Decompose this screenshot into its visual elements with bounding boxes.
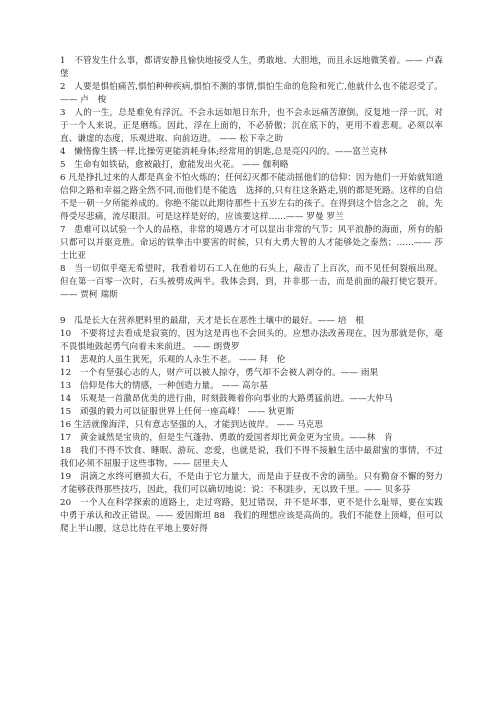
quote-9: 9 瓜是长大在营养肥料里的最甜，天才是长在恶性土壤中的最好。—— 培 根	[60, 316, 364, 326]
quote-6: 6 凡是挣扎过来的人都是真金不怕火炼的；任何幻灭都不能动摇他们的信仰：因为他们一开始就知道信仰之路和幸福之路全然不同,而他们是不能选 选择的,只有往这条路走,别的都是死路。这样的自信不是一朝一夕所能养成的。你绝不能以此期待那些十五岁左右的孩子。在得到这个信念之之 前，先得受尽悲痛，流尽眼泪。可是这样是好的，应该要这样……—— 罗曼 罗兰	[60, 173, 443, 222]
quote-11: 11 悲观的人虽生犹死，乐观的人永生不老。 —— 拜 伦	[60, 355, 286, 365]
quote-4: 4 懒惰像生锈一样,比操劳更能消耗身体;经常用的钥匙,总是亮闪闪的。——富兰克林	[60, 147, 388, 157]
quote-12: 12 一个有坚强心志的人，财产可以被人掠夺，勇气却不会被人剥夺的。—— 雨果	[60, 368, 379, 378]
quote-15: 15 顽强的毅力可以征服世界上任何一座高峰！ —— 狄更斯	[60, 407, 295, 417]
quote-10: 10 不要将过去看成是寂寞的，因为这是再也不会回头的。应想办法改善现在，因为那就是你，毫不畏惧地鼓起勇气向着未来前进。 —— 朗费罗	[60, 329, 443, 352]
quote-16: 16 生活就像海洋，只有意志坚强的人，才能到达彼岸。 —— 马克思	[60, 420, 324, 430]
quote-1: 1 不管发生什么事，都请安静且愉快地接受人生，勇敢地、大胆地，而且永远地微笑着。—— 卢森堡	[60, 56, 443, 79]
quote-8: 8 当一切似乎毫无希望时，我看着切石工人在他的石头上，敲击了上百次，而不见任何裂痕出现。但在第一百零一次时，石头被劈成两半。我体会到，到，并非那一击，而是前面的敲打使它裂开。 —— 贾柯 瑞斯	[60, 264, 443, 300]
quote-14: 14 乐观是一首激昂优美的进行曲，时刻鼓舞着你向事业的大路勇猛前进。——大仲马	[60, 394, 393, 404]
quote-7: 7 患难可以试验一个人的品格，非常的境遇方才可以显出非常的气节；风平浪静的海面，所有的船只都可以并驱竞胜。命运的铁拳击中要害的时候，只有大勇大智的人才能够处之泰然；……—— 莎士比亚	[60, 225, 443, 261]
quote-13: 13 信仰是伟大的情感，一种创造力量。 —— 高尔基	[60, 381, 269, 391]
quote-5: 5 生命有如铁砧，愈被敲打，愈能发出火花。 —— 伽利略	[60, 160, 289, 170]
quote-17: 17 黄金诚然是宝贵的，但是生气蓬勃、勇敢的爱国者却比黄金更为宝贵。——林 肯	[60, 433, 393, 443]
quote-18: 18 我们不得不饮食、睡眠、游玩、恋爱，也就是说，我们不得不接触生活中最甜蜜的事情，不过我们必须不屈服于这些事物。—— 居里夫人	[60, 446, 443, 469]
quote-2: 2 人要是惧怕痛苦,惧怕种种疾病,惧怕不测的事情,惧怕生命的危险和死亡,他就什么也不能忍受了。—— 卢 梭	[60, 82, 443, 105]
paragraph-gap	[60, 302, 443, 315]
quote-3: 3 人的一生，总是难免有浮沉。不会永远如旭日东升，也不会永远痛苦潦倒。反复地一浮一沉，对于一个人来说，正是磨练。因此，浮在上面的，不必骄傲；沉在底下的，更用不着悲观。必须以率直、谦虚的态度，乐观进取、向前迈进。 —— 松下幸之助	[60, 108, 443, 144]
quote-19: 19 涓滴之水终可磨损大石，不是由于它力量大，而是由于昼夜不舍的滴坠。只有勤奋不懈的努力才能够获得那些技巧，因此，我们可以确切地说：说：不积跬步，无以致千里。—— 贝多芬	[60, 472, 443, 495]
quote-document	[60, 55, 443, 536]
quote-20: 20 一个人在科学探索的道路上，走过弯路，犯过错误，并不是坏事，更不是什么耻辱，要在实践中勇于承认和改正错误。—— 爱因斯坦 88 我们的理想应该是高尚的。我们不能登上顶峰，但可以爬上半山腰，这总比待在平地上要好得	[60, 498, 443, 534]
